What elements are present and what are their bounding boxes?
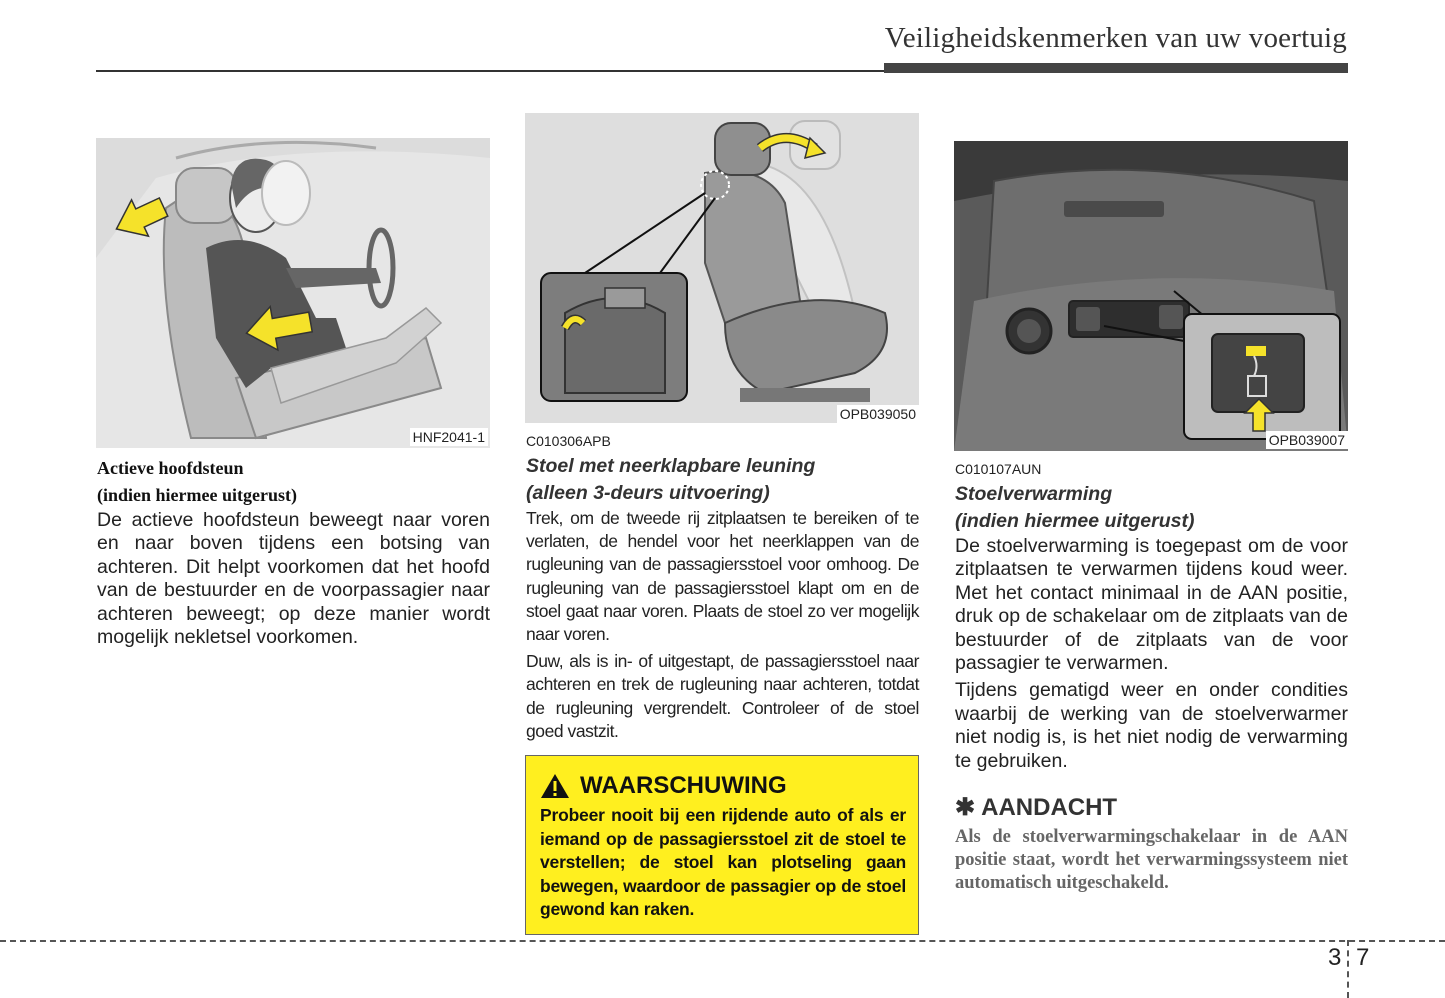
notice-title [955,793,1348,822]
figure-folding-seat [525,113,919,423]
section-subheading: (indien hiermee uitgerust) [955,510,1195,532]
section-subheading: (indien hiermee uitgerust) [97,485,297,505]
warning-title [540,772,906,800]
figure-active-headrest [96,138,490,448]
column-folding-seat [526,453,919,747]
warning-box [525,755,919,935]
section-subheading: (alleen 3-deurs uitvoering) [526,482,770,504]
figure-seat-warmer [954,141,1348,451]
active-headrest-illustration [96,138,490,448]
body-paragraph: Tijdens gematigd weer en onder condities waarbij de werking van de stoelverwarmer niet nodig is, is het niet nodig de verwarming te gebruiken. [955,679,1348,772]
footer-dashed-rule [0,940,1445,942]
warning-title-text: WAARSCHUWING [580,772,787,799]
footer-page-divider [1347,940,1349,998]
section-heading: Stoelverwarming [955,483,1113,505]
reference-code: C010107AUN [955,461,1042,477]
notice-title-text: AANDACHT [981,793,1118,821]
figure-code: HNF2041-1 [410,428,488,446]
header-rule-accent [884,63,1348,73]
notice-body: Als de stoelverwarmingschakelaar in de AAN positie staat, wordt het verwarmingssysteem niet automatisch uitgeschakeld. [955,827,1348,894]
warning-body: Probeer nooit bij een rijdende auto of als er iemand op de passagiersstoel zit de stoel te verstellen; de stoel kan plotseling gaan bewegen, waardoor de passagier op de stoel gewond kan raken. [540,805,906,919]
section-heading: Actieve hoofdsteun [97,458,244,478]
warning-triangle-icon [540,773,570,799]
page-header-title: Veiligheidskenmerken van uw voertuig [884,22,1347,54]
notice-asterisk-icon: ✱ [955,794,976,822]
body-paragraph: De stoelverwarming is toegepast om de voor zitplaatsen te verwarmen tijdens koud weer. Met het contact minimaal in de AAN positie, druk op de schakelaar om de zitplaats van de bestuurder of de zitplaats van de voor passagier te verwarmen. [955,535,1348,675]
section-number: 3 [1328,944,1342,971]
body-paragraph: Trek, om de tweede rij zitplaatsen te bereiken of te verlaten, de hendel voor het neerklappen van de rugleuning van de passagiersstoel voor omhoog. De rugleuning van de passagiersstoel klapt om en de stoel gaat naar voren. Plaats de stoel zo ver mogelijk naar voren. [526,508,919,645]
figure-code: OPB039007 [1266,431,1348,449]
folding-seat-illustration [525,113,919,423]
page-number: 7 [1356,944,1370,971]
column-seat-warmer [955,481,1348,896]
body-paragraph: De actieve hoofdsteun beweegt naar voren en naar boven tijdens een botsing van achteren. Dit helpt voorkomen dat het hoofd van de bestuurder en de voorpassagier naar achteren beweegt; op deze manier wordt mogelijk nekletsel voorkomen. [97,509,490,649]
column-active-headrest [97,455,490,649]
section-heading: Stoel met neerklapbare leuning [526,455,816,477]
seat-warmer-illustration [954,141,1348,451]
body-paragraph: Duw, als is in- of uitgestapt, de passagiersstoel naar achteren en trek de rugleuning naar achteren, totdat de rugleuning vergrendelt. Controleer of de stoel goed vastzit. [526,651,919,741]
reference-code: C010306APB [526,433,611,449]
figure-code: OPB039050 [837,405,919,423]
